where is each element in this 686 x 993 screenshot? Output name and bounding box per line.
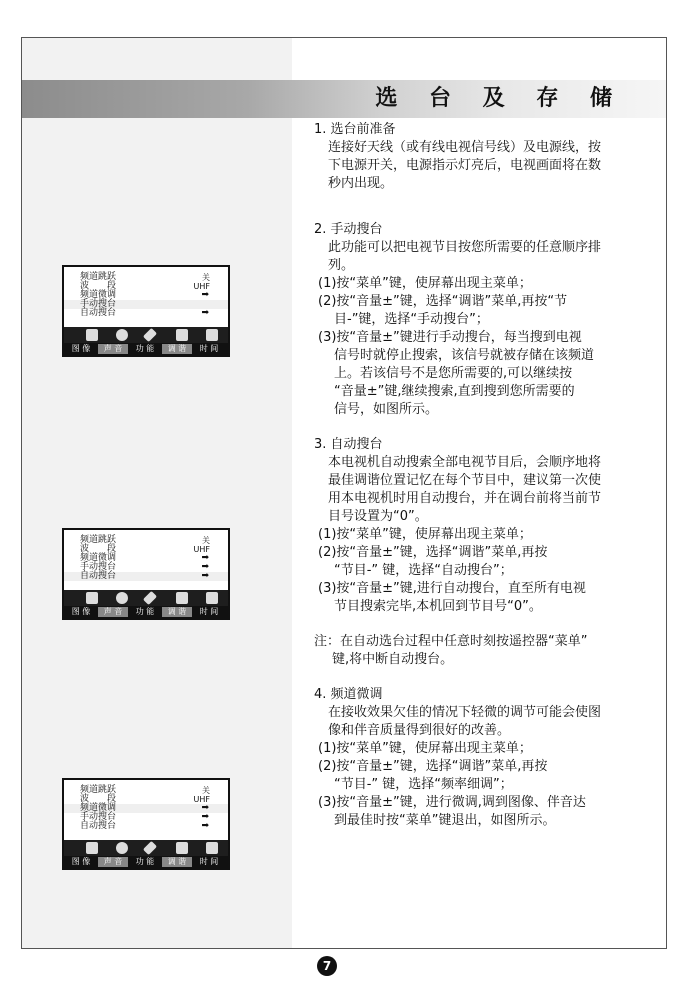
tab-function: 功 能 — [135, 857, 155, 866]
tab-picture: 图 像 — [71, 344, 91, 353]
menu-row: 频道跳跃 关 — [80, 272, 210, 282]
section-line: 下电源开关，电源指示灯亮后，电视画面将在数 — [328, 158, 602, 173]
step-line: (1)按“菜单”键，使屏幕出现主菜单； — [318, 276, 532, 291]
tab-sound: 声 音 — [98, 607, 128, 617]
tab-tuning: 调 谐 — [162, 607, 192, 617]
menu-row-selected: 频道微调 ➡ — [64, 804, 228, 813]
speaker-icon — [116, 592, 128, 604]
section-line: 用本电视机时用自动搜台，并在调台前将当前节 — [328, 491, 602, 506]
tab-time: 时 间 — [199, 857, 219, 866]
menu-tabs — [64, 343, 228, 355]
section-line: 在接收效果欠佳的情况下轻微的调节可能会使图 — [328, 705, 602, 720]
section-line: 秒内出现。 — [328, 176, 394, 191]
clock-icon — [206, 842, 218, 854]
tv-icon — [86, 592, 98, 604]
menu-row: 波 段 UHF — [80, 794, 210, 804]
tab-picture: 图 像 — [71, 607, 91, 616]
step-line: 目-”键，选择“手动搜台”； — [334, 312, 489, 327]
page-title: 选 台 及 存 储 — [375, 86, 624, 111]
menu-tabs — [64, 606, 228, 618]
tab-tuning: 调 谐 — [162, 344, 192, 354]
tab-function: 功 能 — [135, 607, 155, 616]
step-line: 信号时就停止搜索，该信号就被存储在该频道 — [334, 348, 595, 363]
section-line: 最佳调谐位置记忆在每个节目中，建议第一次使 — [328, 473, 602, 488]
menu-icon-bar — [64, 590, 228, 606]
step-line: (2)按“音量±”键，选择“调谐”菜单,再按“节 — [318, 294, 568, 309]
page-number: 7 — [317, 956, 337, 976]
section-line: 像和伴音质量得到很好的改善。 — [328, 723, 511, 738]
tuner-icon — [176, 329, 188, 341]
section-heading: 4. 频道微调 — [314, 687, 383, 702]
step-line: (2)按“音量±”键，选择“调谐”菜单,再按 — [318, 545, 548, 560]
step-line: (3)按“音量±”键,进行自动搜台，直至所有电视 — [318, 581, 586, 596]
menu-row: 频道跳跃 关 — [80, 535, 210, 545]
section-fine-tune — [314, 686, 664, 830]
tab-picture: 图 像 — [71, 857, 91, 866]
section-manual-search — [314, 221, 664, 419]
wrench-icon — [143, 841, 157, 855]
menu-tabs — [64, 856, 228, 868]
menu-row: 手动搜台 ➡ — [80, 562, 209, 572]
note-line: 注：在自动选台过程中任意时刻按遥控器“菜单” — [314, 634, 588, 649]
step-line: 节目搜索完毕,本机回到节目号“0”。 — [334, 599, 542, 614]
menu-row: 频道微调 ➡ — [80, 553, 209, 563]
speaker-icon — [116, 842, 128, 854]
menu-row: 自动搜台 ➡ — [80, 821, 209, 831]
section-preparation — [314, 121, 664, 193]
instructions — [314, 121, 664, 830]
speaker-icon — [116, 329, 128, 341]
section-line: 此功能可以把电视节目按您所需要的任意顺序排 — [328, 240, 602, 255]
menu-row-selected: 手动搜台 — [64, 300, 228, 309]
section-line: 目号设置为“0”。 — [328, 509, 428, 524]
menu-row: 波 段 UHF — [80, 281, 210, 291]
section-line: 列。 — [328, 258, 355, 273]
tv-menu-auto-search — [62, 528, 230, 620]
tab-function: 功 能 — [135, 344, 155, 353]
step-line: (1)按“菜单”键，使屏幕出现主菜单； — [318, 527, 532, 542]
step-line: 到最佳时按“菜单”键退出，如图所示。 — [334, 813, 556, 828]
note-line: 键,将中断自动搜台。 — [332, 652, 454, 667]
step-line: (3)按“音量±”键进行手动搜台，每当搜到电视 — [318, 330, 582, 345]
step-line: 上。若该信号不是您所需要的,可以继续按 — [334, 366, 573, 381]
menu-icon-bar — [64, 327, 228, 343]
tab-time: 时 间 — [199, 344, 219, 353]
section-auto-search — [314, 436, 664, 616]
clock-icon — [206, 329, 218, 341]
tv-icon — [86, 842, 98, 854]
section-heading: 1. 选台前准备 — [314, 122, 396, 137]
wrench-icon — [143, 591, 157, 605]
tv-icon — [86, 329, 98, 341]
tv-menu-manual-search — [62, 265, 230, 357]
menu-row-selected: 自动搜台 ➡ — [64, 572, 228, 581]
step-line: “节目-” 键，选择“频率细调”； — [334, 777, 513, 792]
menu-row: 波 段 UHF — [80, 544, 210, 554]
step-line: (3)按“音量±”键，进行微调,调到图像、伴音达 — [318, 795, 586, 810]
step-line: “音量±”键,继续搜索,直到搜到您所需要的 — [334, 384, 575, 399]
tab-sound: 声 音 — [98, 344, 128, 354]
step-line: (2)按“音量±”键，选择“调谐”菜单,再按 — [318, 759, 548, 774]
wrench-icon — [143, 328, 157, 342]
menu-icon-bar — [64, 840, 228, 856]
menu-row: 手动搜台 ➡ — [80, 812, 209, 822]
section-heading: 3. 自动搜台 — [314, 437, 383, 452]
tab-tuning: 调 谐 — [162, 857, 192, 867]
menu-row: 频道跳跃 关 — [80, 785, 210, 795]
step-line: 信号，如图所示。 — [334, 402, 439, 417]
section-line: 连接好天线（或有线电视信号线）及电源线，按 — [328, 140, 602, 155]
section-heading: 2. 手动搜台 — [314, 222, 383, 237]
note — [314, 633, 664, 669]
step-line: (1)按“菜单”键，使屏幕出现主菜单； — [318, 741, 532, 756]
menu-row: 自动搜台 ➡ — [80, 308, 209, 318]
clock-icon — [206, 592, 218, 604]
step-line: “节目-” 键，选择“自动搜台”； — [334, 563, 513, 578]
tv-menu-fine-tune — [62, 778, 230, 870]
tuner-icon — [176, 842, 188, 854]
menu-row: 频道微调 ➡ — [80, 290, 209, 300]
tuner-icon — [176, 592, 188, 604]
section-line: 本电视机自动搜索全部电视节目后，会顺序地将 — [328, 455, 602, 470]
tab-time: 时 间 — [199, 607, 219, 616]
tab-sound: 声 音 — [98, 857, 128, 867]
header-bar — [22, 80, 666, 118]
